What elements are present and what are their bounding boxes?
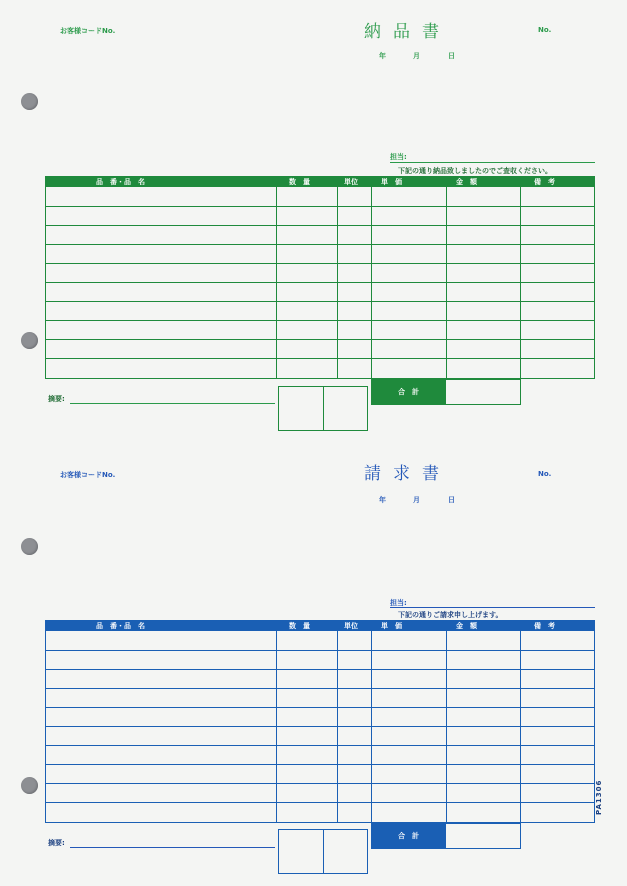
row-divider bbox=[46, 688, 594, 689]
column-header-unit: 単位 bbox=[344, 622, 358, 630]
row-divider bbox=[46, 726, 594, 727]
punch-hole bbox=[21, 332, 38, 349]
row-divider bbox=[46, 301, 594, 302]
memo-label: 摘要: bbox=[48, 395, 65, 403]
row-divider bbox=[46, 745, 594, 746]
memo-label: 摘要: bbox=[48, 839, 65, 847]
table-header bbox=[46, 177, 594, 187]
staff-underline bbox=[390, 162, 595, 163]
stamp-divider bbox=[323, 387, 324, 430]
items-table bbox=[45, 176, 595, 379]
year-label: 年 bbox=[379, 52, 386, 60]
customer-code-label: お客様コードNo. bbox=[60, 27, 116, 35]
product-code: PA1306 bbox=[595, 779, 603, 815]
total-label-cell bbox=[372, 380, 446, 404]
day-label: 日 bbox=[448, 52, 455, 60]
stamp-box bbox=[278, 386, 368, 431]
column-header-unit-price: 単 価 bbox=[381, 622, 402, 630]
row-divider bbox=[46, 802, 594, 803]
column-header-item: 品 番・品 名 bbox=[96, 622, 145, 630]
total-label: 合 計 bbox=[398, 832, 419, 840]
staff-underline bbox=[390, 607, 595, 608]
row-divider bbox=[46, 206, 594, 207]
year-label: 年 bbox=[379, 496, 386, 504]
total-value-cell bbox=[446, 380, 520, 404]
month-label: 月 bbox=[413, 52, 420, 60]
column-divider bbox=[520, 621, 521, 822]
column-divider bbox=[371, 177, 372, 378]
items-table bbox=[45, 620, 595, 823]
column-header-amount: 金 額 bbox=[456, 622, 477, 630]
row-divider bbox=[46, 282, 594, 283]
memo-underline bbox=[70, 403, 275, 404]
column-header-item: 品 番・品 名 bbox=[96, 178, 145, 186]
row-divider bbox=[46, 339, 594, 340]
column-header-unit: 単位 bbox=[344, 178, 358, 186]
memo-underline bbox=[70, 847, 275, 848]
month-label: 月 bbox=[413, 496, 420, 504]
table-header bbox=[46, 621, 594, 631]
staff-label: 担当: bbox=[390, 153, 407, 161]
form-title: 納品書 bbox=[364, 22, 451, 42]
punch-hole bbox=[21, 93, 38, 110]
column-divider bbox=[371, 621, 372, 822]
column-divider bbox=[446, 177, 447, 378]
delivery-notice: 下記の通り納品致しましたのでご査収ください。 bbox=[398, 167, 552, 175]
column-header-unit-price: 単 価 bbox=[381, 178, 402, 186]
total-label-cell bbox=[372, 824, 446, 848]
column-divider bbox=[337, 621, 338, 822]
column-divider bbox=[276, 621, 277, 822]
row-divider bbox=[46, 764, 594, 765]
column-header-remarks: 備 考 bbox=[534, 178, 555, 186]
column-divider bbox=[520, 177, 521, 378]
row-divider bbox=[46, 358, 594, 359]
column-divider bbox=[276, 177, 277, 378]
invoice-notice: 下記の通りご請求申し上げます。 bbox=[398, 611, 503, 619]
stamp-divider bbox=[323, 830, 324, 873]
staff-label: 担当: bbox=[390, 599, 407, 607]
day-label: 日 bbox=[448, 496, 455, 504]
customer-code-label: お客様コードNo. bbox=[60, 471, 116, 479]
punch-hole bbox=[21, 777, 38, 794]
column-header-quantity: 数 量 bbox=[289, 178, 310, 186]
stamp-box bbox=[278, 829, 368, 874]
row-divider bbox=[46, 707, 594, 708]
row-divider bbox=[46, 783, 594, 784]
total-row bbox=[371, 823, 521, 849]
form-title: 請求書 bbox=[364, 464, 451, 484]
total-label: 合 計 bbox=[398, 388, 419, 396]
number-label: No. bbox=[538, 470, 552, 478]
number-label: No. bbox=[538, 26, 552, 34]
row-divider bbox=[46, 320, 594, 321]
row-divider bbox=[46, 263, 594, 264]
punch-hole bbox=[21, 538, 38, 555]
row-divider bbox=[46, 650, 594, 651]
column-header-quantity: 数 量 bbox=[289, 622, 310, 630]
column-header-amount: 金 額 bbox=[456, 178, 477, 186]
total-value-cell bbox=[446, 824, 520, 848]
row-divider bbox=[46, 225, 594, 226]
column-header-remarks: 備 考 bbox=[534, 622, 555, 630]
row-divider bbox=[46, 669, 594, 670]
column-divider bbox=[337, 177, 338, 378]
total-row bbox=[371, 379, 521, 405]
row-divider bbox=[46, 244, 594, 245]
column-divider bbox=[446, 621, 447, 822]
